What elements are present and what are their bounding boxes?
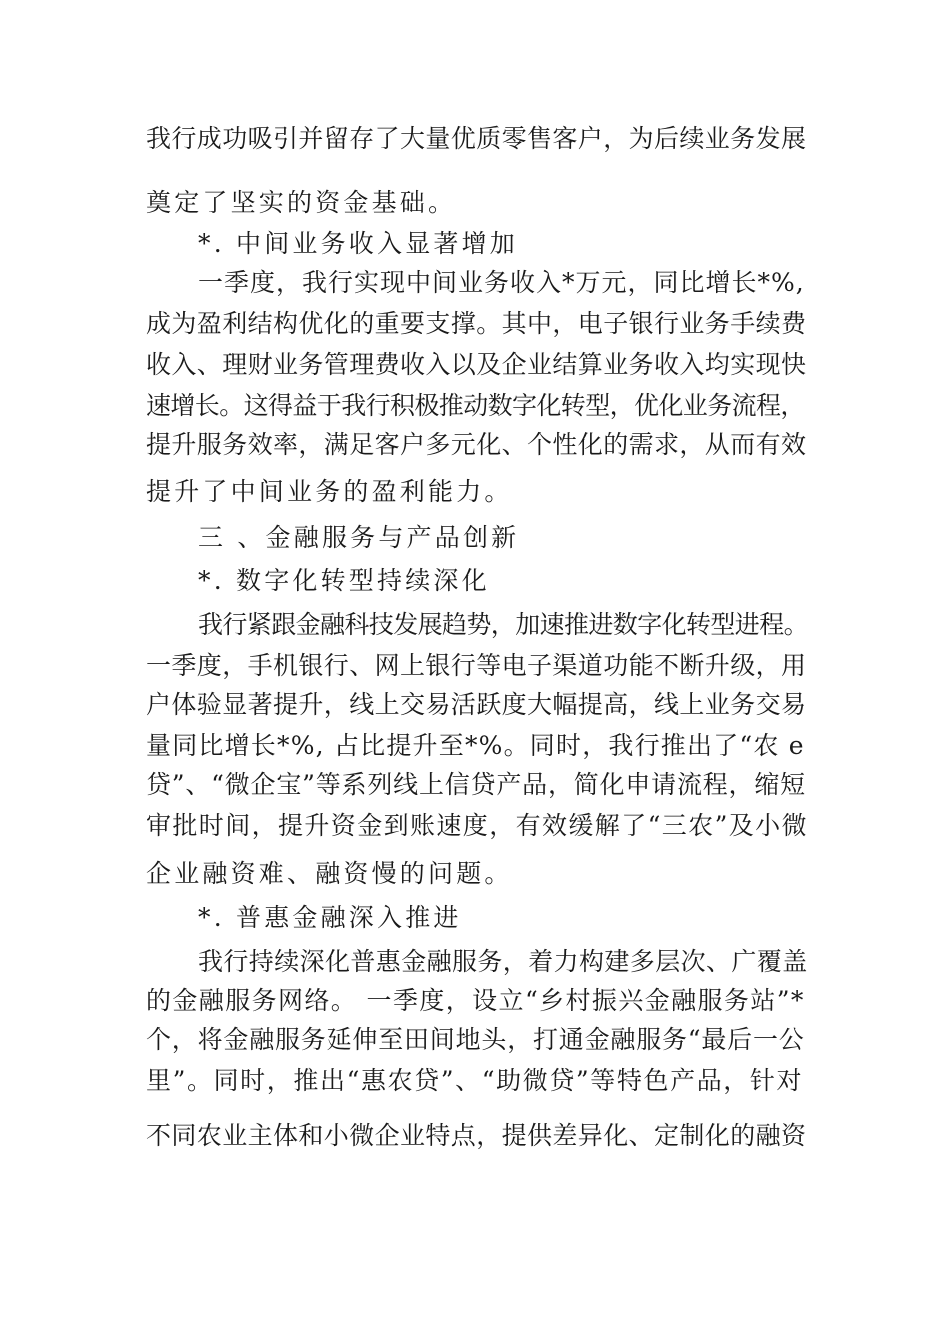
body-text-line: 提升服务效率，满足客户多元化、个性化的需求，从而有效 (146, 430, 807, 459)
body-text-line: 一季度，手机银行、网上银行等电子渠道功能不断升级，用 (146, 651, 807, 680)
body-text-line: 个，将金融服务延伸至田间地头，打通金融服务“最后一公 (146, 1025, 805, 1054)
body-text-line: 的金融服务网络。 一季度，设立“乡村振兴金融服务站”* (146, 986, 805, 1015)
body-text-line: 户体验显著提升，线上交易活跃度大幅提高，线上业务交易 (146, 690, 807, 719)
body-text-line: 一季度，我行实现中间业务收入*万元，同比增长*%, (198, 268, 805, 297)
body-text-line: 量同比增长*%, 占比提升至*%。同时，我行推出了“农 e (146, 731, 805, 760)
section-subheading: *. 普惠金融深入推进 (198, 903, 462, 932)
body-text-line: 我行成功吸引并留存了大量优质零售客户，为后续业务发展 (146, 124, 807, 153)
body-text-line: 里”。同时，推出“惠农贷”、“助微贷”等特色产品，针对 (146, 1066, 804, 1095)
body-text-line: 我行持续深化普惠金融服务，着力构建多层次、广覆盖 (198, 947, 808, 976)
body-text-line: 不同农业主体和小微企业特点，提供差异化、定制化的融资 (146, 1121, 807, 1150)
body-text-line: 收入、理财业务管理费收入以及企业结算业务收入均实现快 (146, 350, 807, 379)
body-text-line: 审批时间，提升资金到账速度，有效缓解了“三农”及小微 (146, 811, 808, 840)
section-subheading: *. 中间业务收入显著增加 (198, 229, 518, 258)
body-text-line: 贷”、“微企宝”等系列线上信贷产品，简化申请流程，缩短 (146, 770, 806, 799)
body-text-line: 成为盈利结构优化的重要支撑。其中，电子银行业务手续费 (146, 309, 807, 338)
body-text-line: 提升了中间业务的盈利能力。 (146, 477, 513, 506)
section-subheading: *. 数字化转型持续深化 (198, 566, 490, 595)
body-text-line: 速增长。这得益于我行积极推动数字化转型，优化业务流程， (146, 391, 805, 420)
section-heading: 三 、金融服务与产品创新 (198, 523, 520, 552)
body-text-line: 企业融资难、融资慢的问题。 (146, 859, 513, 888)
body-text-line: 奠定了坚实的资金基础。 (146, 188, 457, 217)
body-text-line: 我行紧跟金融科技发展趋势，加速推进数字化转型进程。 (198, 610, 809, 639)
